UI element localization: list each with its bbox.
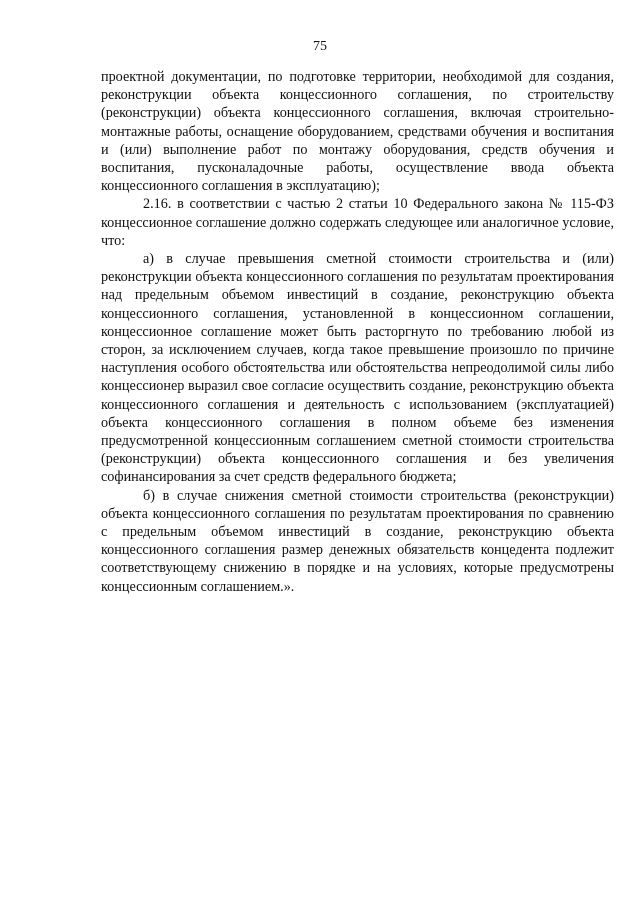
page-number: 75	[313, 39, 327, 54]
document-body	[101, 68, 614, 596]
paragraph-clause-2-16: 2.16. в соответствии с частью 2 статьи 10 Федерального закона № 115-ФЗ концессионное соглашение должно содержать следующее или аналогичное условие, что:	[101, 196, 614, 249]
paragraph-subclause-a: а) в случае превышения сметной стоимости строительства и (или) реконструкции объекта концессионного соглашения по результатам проектирования над предельным объемом инвестиций в создание, реконструкцию объекта концессионного соглашения, установленной в концессионном соглашении, концессионное соглашение может быть расторгнуто по требованию любой из сторон, за исключением случаев, когда такое превышение произошло по причине наступления особого обстоятельства или обстоятельства непреодолимой силы либо концессионер выразил свое согласие осуществить создание, реконструкцию объекта концессионного соглашения и деятельность с использованием (эксплуатацией) объекта концессионного соглашения в полном объеме без изменения предусмотренной концессионным соглашением сметной стоимости строительства (реконструкции) объекта концессионного соглашения и без увеличения софинансирования за счет средств федерального бюджета;	[101, 251, 614, 486]
paragraph-continuation: проектной документации, по подготовке территории, необходимой для создания, реконструкции объекта концессионного соглашения, по строительству (реконструкции) объекта концессионного соглашения, включая строительно-монтажные работы, оснащение оборудованием, средствами обучения и воспитания и (или) выполнение работ по монтажу оборудования, средств обучения и воспитания, пусконаладочные работы, осуществление ввода объекта концессионного соглашения в эксплуатацию);	[101, 69, 614, 195]
paragraph-subclause-b: б) в случае снижения сметной стоимости строительства (реконструкции) объекта концессионного соглашения по результатам проектирования по сравнению с предельным объемом инвестиций в создание, реконструкцию объекта концессионного соглашения размер денежных обязательств концедента подлежит соответствующему снижению в порядке и на условиях, которые предусмотрены концессионным соглашением.».	[101, 487, 614, 595]
